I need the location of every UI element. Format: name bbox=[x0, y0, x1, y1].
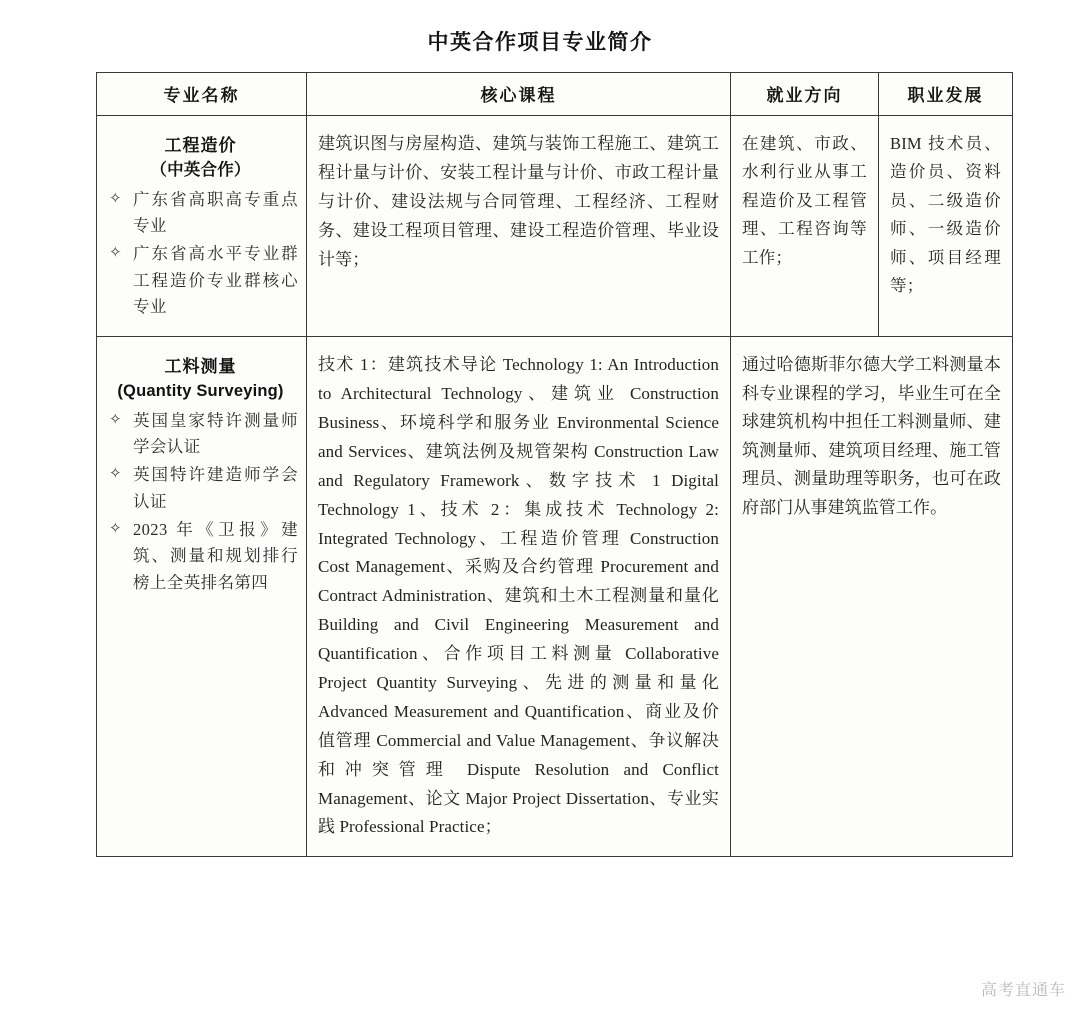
list-item bbox=[103, 462, 298, 515]
cell-employment-row1 bbox=[731, 116, 879, 337]
column-header-major-name: 专业名称 bbox=[97, 73, 307, 116]
core-courses-text-row2: 技术 1：建筑技术导论 Technology 1: An Introduction to Architectural Technology、建筑业 Construction Business、环境科学和服务业 Environmental Science and Services、建筑法例及规管架构 Construction Law and Regulatory Framework、数字技术 1 Digital Technology 1、技术 2：集成技术 Technology 2: Integrated Technology、工程造价管理 Construction Cost Management、采购及合约管理 Procurement and Contract Administration、建筑和土木工程测量和量化 Building and Civil Engineering Measurement and Quantification、合作项目工料测量 Collaborative Project Quantity Surveying、先进的测量和量化 Advanced Measurement and Quantification、商业及价值管理 Commercial and Value Management、争议解决和冲突管理 Dispute Resolution and Conflict Management、论文 Major Project Dissertation、专业实践 Professional Practice； bbox=[318, 355, 719, 837]
list-item-label: 广东省高水平专业群工程造价专业群核心专业 bbox=[133, 244, 298, 317]
core-courses-text-row1: 建筑识图与房屋构造、建筑与装饰工程施工、建筑工程计量与计价、安装工程计量与计价、市政工程计量与计价、建设法规与合同管理、工程经济、工程财务、建设工程项目管理、建设工程造价管理、毕业设计等； bbox=[318, 134, 719, 269]
major-name-cn-row1: 工程造价 bbox=[164, 136, 237, 155]
cell-major-name-row2 bbox=[97, 337, 307, 857]
list-item bbox=[103, 517, 298, 597]
career-text-row1: BIM 技术员、造价员、资料员、二级造价师、一级造价师、项目经理等； bbox=[890, 134, 1001, 295]
employment-career-text-row2: 通过哈德斯菲尔德大学工料测量本科专业课程的学习，毕业生可在全球建筑机构中担任工料测量师、建筑测量师、建筑项目经理、施工管理员、测量助理等职务，也可在政府部门从事建筑监管工作。 bbox=[742, 355, 1001, 517]
cell-core-courses-row1 bbox=[307, 116, 731, 337]
major-name-cn-row2: 工料测量 bbox=[164, 357, 237, 377]
list-item bbox=[103, 187, 298, 240]
page-title: 中英合作项目专业简介 bbox=[427, 31, 653, 54]
list-item-label: 英国皇家特许测量师学会认证 bbox=[133, 410, 298, 457]
watermark: 高考直通车 bbox=[980, 982, 1066, 999]
major-title-row2 bbox=[103, 355, 298, 404]
column-header-employment: 就业方向 bbox=[731, 73, 879, 116]
star-bullet-icon: ✧ bbox=[109, 466, 122, 483]
cell-major-name-row1 bbox=[97, 116, 307, 337]
table-row bbox=[97, 337, 1013, 857]
star-bullet-icon: ✧ bbox=[109, 245, 122, 261]
star-bullet-icon: ✧ bbox=[109, 411, 122, 428]
major-name-sub-row1: （中英合作） bbox=[150, 160, 251, 179]
major-bullets-row2 bbox=[103, 408, 298, 597]
star-bullet-icon: ✧ bbox=[109, 190, 122, 207]
major-name-sub-row2: (Quantity Surveying) bbox=[117, 381, 284, 400]
major-bullets-row1 bbox=[103, 187, 298, 322]
list-item bbox=[103, 241, 298, 321]
list-item-label: 英国特许建造师学会认证 bbox=[133, 465, 298, 511]
list-item bbox=[103, 408, 298, 461]
column-header-core-courses: 核心课程 bbox=[307, 73, 731, 116]
list-item-label: 2023 年《卫报》建筑、测量和规划排行榜上全英排名第四 bbox=[133, 519, 298, 593]
table-row bbox=[97, 116, 1013, 337]
major-title-row1 bbox=[103, 134, 298, 183]
list-item-label: 广东省高职高专重点专业 bbox=[133, 189, 298, 236]
spec-table-wrapper bbox=[96, 72, 1012, 857]
program-spec-table bbox=[96, 72, 1013, 857]
table-header-row bbox=[97, 73, 1013, 116]
cell-core-courses-row2 bbox=[307, 337, 731, 857]
cell-employment-career-merged-row2 bbox=[731, 337, 1013, 857]
star-bullet-icon: ✧ bbox=[109, 520, 122, 537]
employment-text-row1: 在建筑、市政、水利行业从事工程造价及工程管理、工程咨询等工作； bbox=[742, 134, 867, 267]
cell-career-row1 bbox=[879, 116, 1013, 337]
column-header-career: 职业发展 bbox=[879, 73, 1013, 116]
